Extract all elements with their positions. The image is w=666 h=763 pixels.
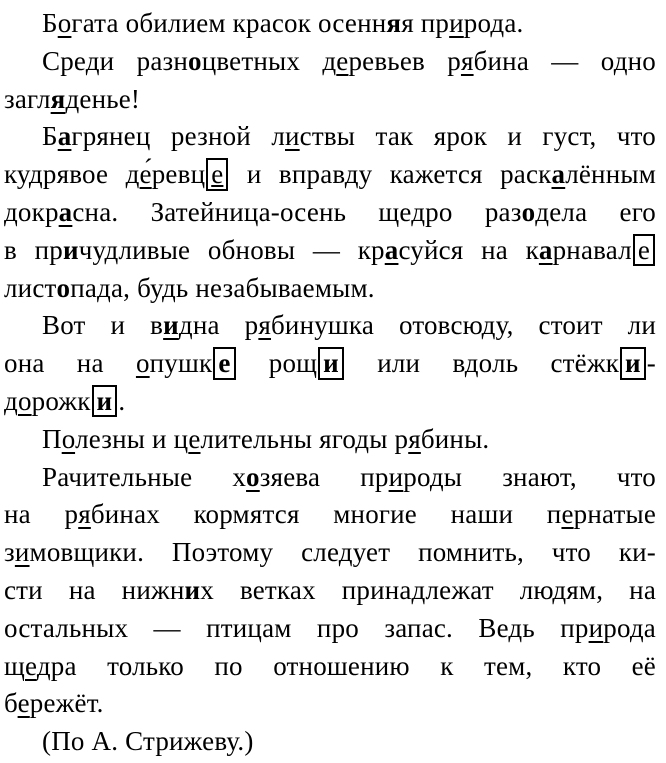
text-line [4,496,656,534]
text-run: дела его [535,196,656,227]
text-run: сна. Затейница-осень щедро раз [72,196,522,227]
text-line [4,685,656,723]
orthogram-letter: о [17,385,32,416]
orthogram-letter: о [246,461,260,492]
text-run: лист [4,272,57,303]
text-line [4,534,656,572]
text-line [4,118,656,156]
orthogram-letter: а [57,121,72,152]
text-run: бина — одно [473,45,657,76]
text-run: (По А. Стрижеву.) [42,726,254,757]
orthogram-letter: е [336,45,349,76]
text-line [4,648,656,686]
orthogram-letter: е́ [139,159,152,190]
text-run: режёт. [29,688,104,719]
orthogram-letter: е [188,423,201,454]
text-run: П [42,423,62,454]
text-run: ствы так ярок и густ, что [299,121,656,152]
text-line [4,5,656,43]
text-line [4,156,656,194]
orthogram-letter: и [285,121,300,152]
text-run: д [4,385,18,416]
orthogram-letter: и [588,612,604,643]
orthogram-letter: о [56,272,71,303]
text-run: и вправду кажется раск [229,159,552,190]
text-run: пушк [149,348,213,379]
orthogram-letter: о [57,8,72,38]
text-run: Среди разн [42,45,189,76]
text-run: чудливые обновы — кр [78,234,385,265]
text-run: Б [42,121,58,152]
boxed-ending-letter: е [633,234,655,266]
text-run: з [4,537,15,568]
text-run: загл [4,83,51,114]
text-run: денье! [65,83,141,114]
text-run: суйся на к [398,234,539,265]
text-run: Рачительные х [42,461,247,492]
orthogram-letter: и [388,461,404,492]
text-line [4,307,656,345]
text-run: рода. [463,8,524,38]
text-line [4,421,656,459]
orthogram-letter: я [50,83,66,114]
orthogram-letter: и [449,8,464,38]
orthogram-letter: а [538,234,553,265]
text-run: грянец резной л [71,121,285,152]
text-run: в пр [4,234,63,265]
orthogram-letter: о [188,45,202,76]
text-run: лезны и ц [75,423,189,454]
boxed-ending-letter: е [213,347,235,379]
text-run: мовщики. Поэтому следует помнить, что ки- [29,537,656,568]
text-run: ревц [151,159,206,190]
text-run: пада, будь незабываемым. [70,272,375,303]
orthogram-letter: я [460,45,474,76]
text-run: рнатые [573,499,656,530]
boxed-ending-letter: и [318,347,344,379]
text-line [4,43,656,81]
orthogram-letter: о [61,423,76,454]
orthogram-letter: а [384,234,399,265]
text-line [4,194,656,232]
text-run: - [646,348,656,379]
text-line [4,270,656,308]
text-run: на р [4,499,79,530]
boxed-ending-letter: е [206,158,228,190]
orthogram-letter: о [135,348,150,379]
orthogram-letter: я [78,499,91,530]
boxed-ending-letter: и [92,385,118,417]
orthogram-letter: о [521,196,536,227]
text-run: роды знают, что [403,461,656,492]
orthogram-letter: и [163,310,179,341]
text-line [4,81,656,119]
text-run: остальных — птицам про запас. Ведь пр [4,612,589,643]
text-run: бинах кормятся многие наши п [90,499,562,530]
text-run: она на [4,348,136,379]
orthogram-letter: я [386,8,402,38]
orthogram-letter: и [14,537,30,568]
text-run: дна р [178,310,259,341]
text-line [4,459,656,497]
text-run: или вдоль стёжк [344,348,620,379]
text-run: лительны ягоды р [200,423,409,454]
text-run: гата обилием красок осенн [71,8,387,38]
text-line [4,345,656,383]
text-run: цветных д [201,45,337,76]
text-line [4,383,656,421]
text-run: бинушка отовсюду, стоит ли [270,310,656,341]
text-run: рнавал [552,234,632,265]
orthogram-letter: е [561,499,574,530]
orthogram-letter: а [551,159,566,190]
boxed-ending-letter: и [620,347,646,379]
text-run: рожк [31,385,91,416]
text-run: зяева пр [259,461,389,492]
text-run: щ [4,650,25,681]
text-line [4,232,656,270]
text-run: я пр [401,8,450,38]
text-run: б [4,688,18,719]
text-line [4,572,656,610]
orthogram-letter: я [408,423,421,454]
orthogram-letter: и [184,574,201,605]
text-run: Вот и в [42,310,164,341]
exercise-text [4,5,656,761]
text-run: Б [42,8,58,38]
orthogram-letter: я [258,310,271,341]
text-line [4,610,656,648]
text-run: кудрявое д [4,159,140,190]
orthogram-letter: а [58,196,73,227]
text-run: . [118,385,126,416]
orthogram-letter: е [17,688,30,719]
text-run: дра только по отношению к тем, кто её [36,650,656,681]
text-run: рода [603,612,656,643]
text-run: х ветках принадлежат людям, на [200,574,656,605]
text-run: рощ [236,348,318,379]
text-run: лённым [565,159,656,190]
text-line [4,723,656,761]
text-run: сти на нижн [4,574,185,605]
text-run: ревьев р [348,45,461,76]
orthogram-letter: и [62,234,79,265]
orthogram-letter: е [25,650,37,681]
text-run: бины. [420,423,490,454]
text-run: докр [4,196,59,227]
